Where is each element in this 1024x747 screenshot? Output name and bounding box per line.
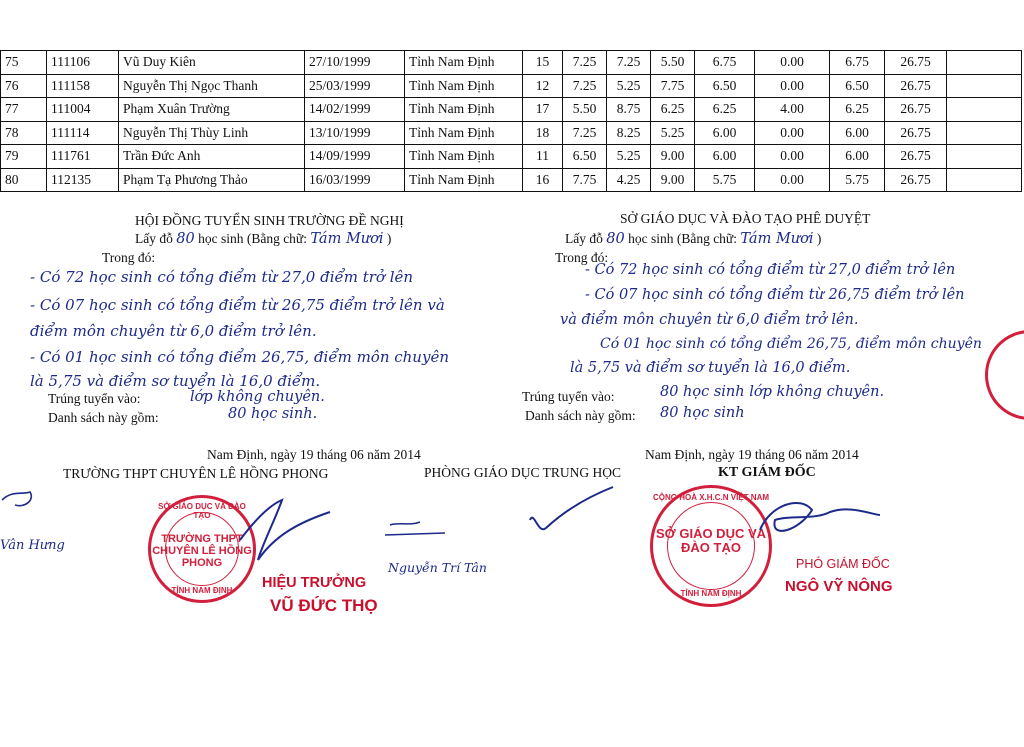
row-score-3: 5.25 (607, 74, 651, 98)
row-score-3: 8.75 (607, 98, 651, 122)
row-score-3: 8.25 (607, 121, 651, 145)
row-dob: 16/03/1999 (305, 168, 405, 192)
row-score-3: 4.25 (607, 168, 651, 192)
row-total: 26.75 (885, 168, 947, 192)
left-lay-do-prefix: Lấy đỗ (135, 231, 173, 246)
left-edge-signature (2, 492, 31, 506)
row-score-7: 5.75 (830, 168, 885, 192)
row-name: Trần Đức Anh (119, 145, 305, 169)
row-stt: 79 (1, 145, 47, 169)
row-score-4: 5.50 (651, 51, 695, 75)
right-lay-do-prefix: Lấy đỗ (565, 231, 603, 246)
row-score-4: 7.75 (651, 74, 695, 98)
school-stamp-bottom: TỈNH NAM ĐỊNH (171, 586, 233, 595)
row-sbd: 111106 (47, 51, 119, 75)
row-score-7: 6.25 (830, 98, 885, 122)
right-trung-tuyen-label: Trúng tuyển vào: (522, 389, 615, 404)
signer-dept-name: Nguyễn Trí Tân (388, 560, 487, 575)
row-score-3: 5.25 (607, 145, 651, 169)
deputy-signature (760, 503, 880, 531)
right-hand-line-5: là 5,75 và điểm sơ tuyển là 16,0 điểm. (570, 360, 851, 376)
right-danh-sach-value: 80 học sinh (660, 405, 745, 421)
dept-stamp-bottom: TỈNH NAM ĐỊNH (680, 589, 742, 598)
row-score-2: 7.25 (563, 51, 607, 75)
left-lay-do-count: 80 (176, 231, 195, 247)
dept-stamp-ring: CỘNG HOÀ X.H.C.N VIỆT NAM (653, 493, 770, 502)
right-trung-tuyen-value: 80 học sinh lớp không chuyên. (660, 384, 885, 400)
row-sbd: 112135 (47, 168, 119, 192)
row-stt: 75 (1, 51, 47, 75)
row-total: 26.75 (885, 121, 947, 145)
right-hand-line-2: - Có 07 học sinh có tổng điểm từ 26,75 điểm trở lên (585, 287, 965, 303)
row-name: Vũ Duy Kiên (119, 51, 305, 75)
row-stt: 78 (1, 121, 47, 145)
row-total: 26.75 (885, 145, 947, 169)
deputy-title: PHÓ GIÁM ĐỐC (796, 557, 890, 571)
row-score-5: 6.00 (695, 121, 755, 145)
row-score-7: 6.50 (830, 74, 885, 98)
left-danh-sach-value: 80 học sinh. (228, 406, 318, 422)
row-total: 26.75 (885, 74, 947, 98)
row-score-5: 6.50 (695, 74, 755, 98)
row-place: Tỉnh Nam Định (405, 168, 523, 192)
row-sbd: 111158 (47, 74, 119, 98)
left-danh-sach-label: Danh sách này gồm: (48, 410, 159, 425)
row-total: 26.75 (885, 51, 947, 75)
row-score-2: 7.25 (563, 121, 607, 145)
principal-title: HIỆU TRƯỞNG (262, 575, 367, 591)
principal-signature (240, 500, 330, 560)
row-score-2: 6.50 (563, 145, 607, 169)
row-score-7: 6.00 (830, 145, 885, 169)
row-score-4: 9.00 (651, 168, 695, 192)
row-score-4: 6.25 (651, 98, 695, 122)
row-place: Tỉnh Nam Định (405, 74, 523, 98)
row-sbd: 111004 (47, 98, 119, 122)
row-place: Tỉnh Nam Định (405, 98, 523, 122)
principal-name: VŨ ĐỨC THỌ (270, 596, 378, 615)
left-hand-line-5: là 5,75 và điểm sơ tuyển là 16,0 điểm. (30, 372, 321, 390)
row-stt: 76 (1, 74, 47, 98)
row-name: Nguyễn Thị Thùy Linh (119, 121, 305, 145)
school-stamp-center: TRƯỜNG THPT CHUYÊN LÊ HỒNG PHONG (152, 532, 252, 569)
row-score-6: 0.00 (755, 168, 830, 192)
right-hand-line-1: - Có 72 học sinh có tổng điểm từ 27,0 điểm trở lên (585, 262, 956, 278)
row-score-5: 6.75 (695, 51, 755, 75)
row-score-1: 18 (523, 121, 563, 145)
row-score-6: 0.00 (755, 121, 830, 145)
row-score-1: 15 (523, 51, 563, 75)
row-score-4: 5.25 (651, 121, 695, 145)
row-score-7: 6.00 (830, 121, 885, 145)
dept-title: PHÒNG GIÁO DỤC TRUNG HỌC (424, 465, 622, 480)
row-score-1: 11 (523, 145, 563, 169)
dept-signature (530, 487, 613, 529)
left-hand-line-1: - Có 72 học sinh có tổng điểm từ 27,0 điểm trở lên (30, 268, 414, 286)
row-score-5: 6.00 (695, 145, 755, 169)
row-place: Tỉnh Nam Định (405, 121, 523, 145)
row-name: Nguyễn Thị Ngọc Thanh (119, 74, 305, 98)
left-trung-tuyen-value: lớp không chuyên. (190, 389, 325, 405)
left-trong-do: Trong đó: (102, 250, 156, 265)
left-hand-line-4: - Có 01 học sinh có tổng điểm 26,75, điểm môn chuyên (30, 348, 449, 366)
row-place: Tỉnh Nam Định (405, 145, 523, 169)
director-title: KT GIÁM ĐỐC (718, 465, 816, 480)
deputy-name: NGÔ VỸ NÔNG (785, 578, 893, 595)
row-total: 26.75 (885, 98, 947, 122)
right-lay-do-suffix: ) (816, 231, 822, 246)
row-stt: 80 (1, 168, 47, 192)
row-score-6: 4.00 (755, 98, 830, 122)
date-left: Nam Định, ngày 19 tháng 06 năm 2014 (207, 447, 421, 462)
row-name: Phạm Xuân Trường (119, 98, 305, 122)
right-heading: SỞ GIÁO DỤC VÀ ĐÀO TẠO PHÊ DUYỆT (620, 211, 871, 226)
row-dob: 25/03/1999 (305, 74, 405, 98)
left-lay-do-words: Tám Mươi (310, 231, 384, 247)
right-lay-do-count: 80 (606, 231, 625, 247)
row-score-2: 5.50 (563, 98, 607, 122)
left-lay-do-mid: học sinh (Bằng chữ: (198, 231, 308, 246)
dept-stamp-center: SỞ GIÁO DỤC VÀ ĐÀO TẠO (655, 526, 767, 556)
row-score-7: 6.75 (830, 51, 885, 75)
right-hand-line-3: và điểm môn chuyên từ 6,0 điểm trở lên. (560, 312, 859, 328)
row-dob: 14/02/1999 (305, 98, 405, 122)
school-stamp-ring: SỞ GIÁO DỤC VÀ ĐÀO TẠO (158, 502, 246, 520)
left-trung-tuyen-label: Trúng tuyển vào: (48, 391, 141, 406)
row-score-2: 7.75 (563, 168, 607, 192)
row-sbd: 111761 (47, 145, 119, 169)
row-score-3: 7.25 (607, 51, 651, 75)
row-score-2: 7.25 (563, 74, 607, 98)
row-score-5: 6.25 (695, 98, 755, 122)
right-trong-do: Trong đó: (555, 250, 609, 265)
row-stt: 77 (1, 98, 47, 122)
row-score-1: 12 (523, 74, 563, 98)
signer-left-name: Vân Hưng (0, 538, 65, 553)
date-right: Nam Định, ngày 19 tháng 06 năm 2014 (645, 447, 859, 462)
right-lay-do-mid: học sinh (Bằng chữ: (628, 231, 738, 246)
row-place: Tỉnh Nam Định (405, 51, 523, 75)
school-title: TRƯỜNG THPT CHUYÊN LÊ HỒNG PHONG (63, 466, 329, 481)
row-name: Phạm Tạ Phương Thảo (119, 168, 305, 192)
row-score-4: 9.00 (651, 145, 695, 169)
left-hand-line-3: điểm môn chuyên từ 6,0 điểm trở lên. (30, 322, 317, 340)
row-score-6: 0.00 (755, 74, 830, 98)
row-score-1: 16 (523, 168, 563, 192)
dept-initial-signature (385, 522, 445, 535)
right-hand-line-4: Có 01 học sinh có tổng điểm 26,75, điểm môn chuyên (600, 336, 982, 352)
row-dob: 13/10/1999 (305, 121, 405, 145)
left-lay-do-suffix: ) (386, 231, 392, 246)
row-score-6: 0.00 (755, 51, 830, 75)
right-lay-do-words: Tám Mươi (740, 231, 814, 247)
row-dob: 27/10/1999 (305, 51, 405, 75)
row-dob: 14/09/1999 (305, 145, 405, 169)
row-score-6: 0.00 (755, 145, 830, 169)
left-hand-line-2: - Có 07 học sinh có tổng điểm từ 26,75 điểm trở lên và (30, 296, 445, 314)
row-sbd: 111114 (47, 121, 119, 145)
row-score-5: 5.75 (695, 168, 755, 192)
row-score-1: 17 (523, 98, 563, 122)
left-heading: HỘI ĐỒNG TUYỂN SINH TRƯỜNG ĐỀ NGHỊ (135, 213, 404, 228)
right-danh-sach-label: Danh sách này gồm: (525, 408, 636, 423)
